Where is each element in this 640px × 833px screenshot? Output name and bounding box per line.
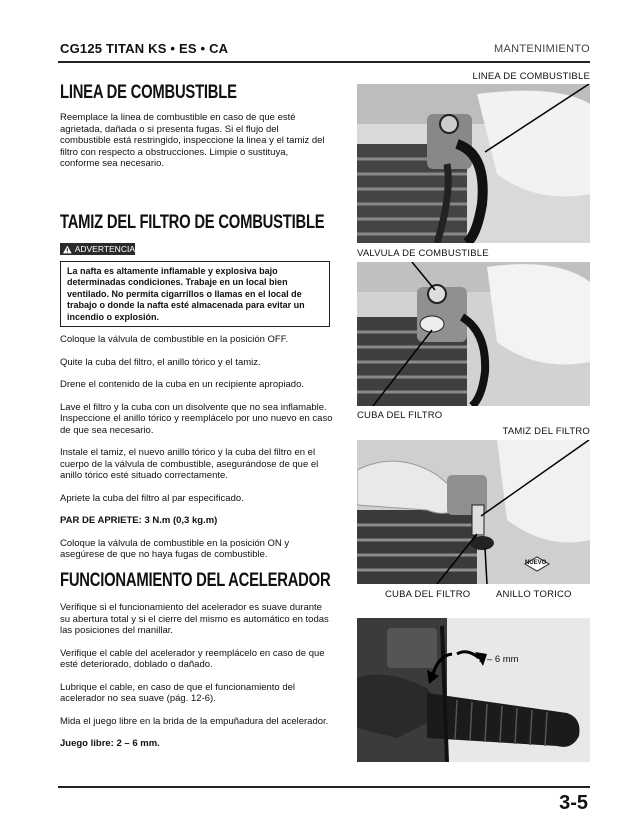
- fig3-label-top: TAMIZ DEL FILTRO: [502, 426, 590, 437]
- page-number: 3-5: [559, 792, 588, 814]
- throttle-photo: [357, 618, 590, 762]
- throttle-paragraph: Mida el juego libre en la brida de la empuñadura del acelerador.: [60, 715, 329, 727]
- fuel-line-heading: LINEA DE COMBUSTIBLE: [60, 82, 237, 103]
- document-title: CG125 TITAN KS • ES • CA: [60, 41, 229, 56]
- warning-text: La nafta es altamente inflamable y explosiva bajo determinadas condiciones. Trabaje en un local bien ventilado. No permita cigarrillos o llamas en el local de trabajo o donde la nafta esté almacenada para evitar un incendio o explosión.: [67, 266, 305, 322]
- filter-step: Quite la cuba del filtro, el anillo tórico y el tamiz.: [60, 356, 261, 368]
- warning-badge: [60, 243, 135, 255]
- filter-step: Drene el contenido de la cuba en un recipiente apropiado.: [60, 379, 305, 390]
- filter-final-step: Coloque la válvula de combustible en la posición ON y asegúrese de que no haya fugas de combustible.: [60, 537, 290, 560]
- throttle-paragraph: Verifique si el funcionamiento del acelerador es suave durante su abertura total y si el cierre del mismo es automático en todas las posiciones del manillar.: [60, 602, 329, 636]
- throttle-paragraph: Verifique el cable del acelerador y reemplácelo en caso de que esté deteriorado, doblado o dañado.: [60, 647, 325, 670]
- section-name: MANTENIMIENTO: [494, 43, 590, 55]
- fuel-valve-photo: [357, 262, 590, 406]
- fuel-line-paragraph: Reemplace la linea de combustible en caso de que esté agrietada, dañada o si presenta fugas. Si el flujo del combustible está restringido, inspeccione la linea y el tamiz del filtro con respecto a obstrucciones. Limpie o sustituya, conforme sea necesario.: [60, 112, 325, 169]
- warning-triangle-icon: [63, 245, 72, 254]
- fuel-line-photo: [357, 84, 590, 243]
- throttle-heading: FUNCIONAMIENTO DEL ACELERADOR: [60, 570, 331, 591]
- fig3-label-bottom-left: CUBA DEL FILTRO: [385, 589, 471, 600]
- free-play-spec: Juego libre: 2 – 6 mm.: [60, 738, 160, 749]
- new-badge: NUEVO: [525, 560, 547, 566]
- filter-step: Lave el filtro y la cuba con un disolvente que no sea inflamable. Inspeccione el anillo tórico y reemplácelo por uno nuevo en caso de que sea necesario.: [60, 401, 333, 436]
- free-play-label: 2 – 6 mm: [479, 654, 519, 665]
- filter-steps: [60, 334, 335, 572]
- filter-step: Coloque la válvula de combustible en la posición OFF.: [60, 334, 289, 345]
- fig2-label-bottom: CUBA DEL FILTRO: [357, 410, 443, 421]
- fig2-label-top: VALVULA DE COMBUSTIBLE: [357, 248, 489, 259]
- fig3-label-bottom-right: ANILLO TORICO: [496, 589, 572, 600]
- throttle-text: [60, 602, 332, 761]
- filter-screen-photo: [357, 440, 590, 584]
- throttle-paragraph: Lubrique el cable, en caso de que el funcionamiento del acelerador no sea suave (pág. 12-6).: [60, 681, 296, 704]
- filter-step: Instale el tamiz, el nuevo anillo tórico y la cuba del filtro en el cuerpo de la válvula de combustible, asegurándose de que el anillo tórico esté situado correctamente.: [60, 447, 319, 481]
- filter-heading: TAMIZ DEL FILTRO DE COMBUSTIBLE: [60, 212, 325, 233]
- filter-step: Apriete la cuba del filtro al par especificado.: [60, 492, 244, 504]
- torque-spec: PAR DE APRIETE: 3 N.m (0,3 kg.m): [60, 515, 218, 526]
- fuel-line-text: [60, 112, 330, 181]
- warning-box: [60, 261, 330, 327]
- header-rule: [58, 61, 590, 63]
- fig1-label: LINEA DE COMBUSTIBLE: [472, 71, 590, 82]
- footer-rule: [58, 786, 590, 788]
- warning-label: ADVERTENCIA: [74, 244, 135, 254]
